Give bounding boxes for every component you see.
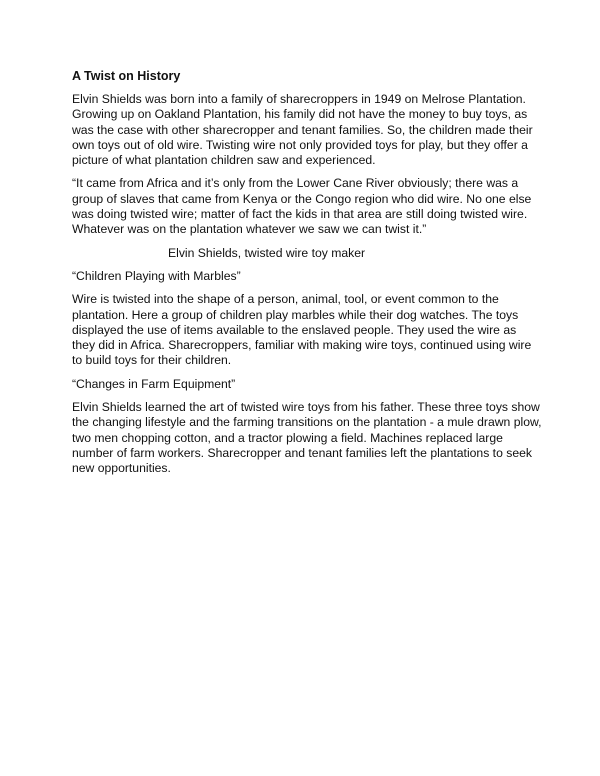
section-heading-farm-equipment: “Changes in Farm Equipment”	[72, 376, 236, 391]
farm-equipment-paragraph: Elvin Shields learned the art of twisted wire toys from his father. These three toys show the changing lifestyle and the farming transitions on the plantation - a mule drawn plow, two men chopping cotton, and a tractor plowing a field. Machines replaced large number of farm workers. Sharecropper and tenant families left the plantations to seek new opportunities.	[72, 400, 542, 476]
marbles-paragraph: Wire is twisted into the shape of a person, animal, tool, or event common to the plantation. Here a group of children play marbles while their dog watches. The toys displayed the use of items available to the enslaved people. They used the wire as they did in Africa. Sharecroppers, familiar with making wire toys, continued using wire to build toys for their children.	[72, 292, 532, 368]
intro-paragraph: Elvin Shields was born into a family of sharecroppers in 1949 on Melrose Plantation. Growing up on Oakland Plantation, his family did not have the money to buy toys, as was the case with other sharecropper and tenant families. So, the children made their own toys out of old wire. Twisting wire not only provided toys for play, but they offer a picture of what plantation children saw and experienced.	[72, 92, 533, 168]
document-page	[72, 68, 542, 485]
quote-attribution: Elvin Shields, twisted wire toy maker	[168, 245, 366, 260]
document-title: A Twist on History	[72, 69, 181, 83]
section-heading-marbles: “Children Playing with Marbles”	[72, 268, 241, 283]
quote-paragraph: “It came from Africa and it’s only from the Lower Cane River obviously; there was a group of slaves that came from Kenya or the Congo region who did wire. No one else was doing twisted wire; matter of fact the kids in that area are still doing twisted wire. Whatever was on the plantation whatever we saw we can twist it.”	[72, 176, 532, 237]
